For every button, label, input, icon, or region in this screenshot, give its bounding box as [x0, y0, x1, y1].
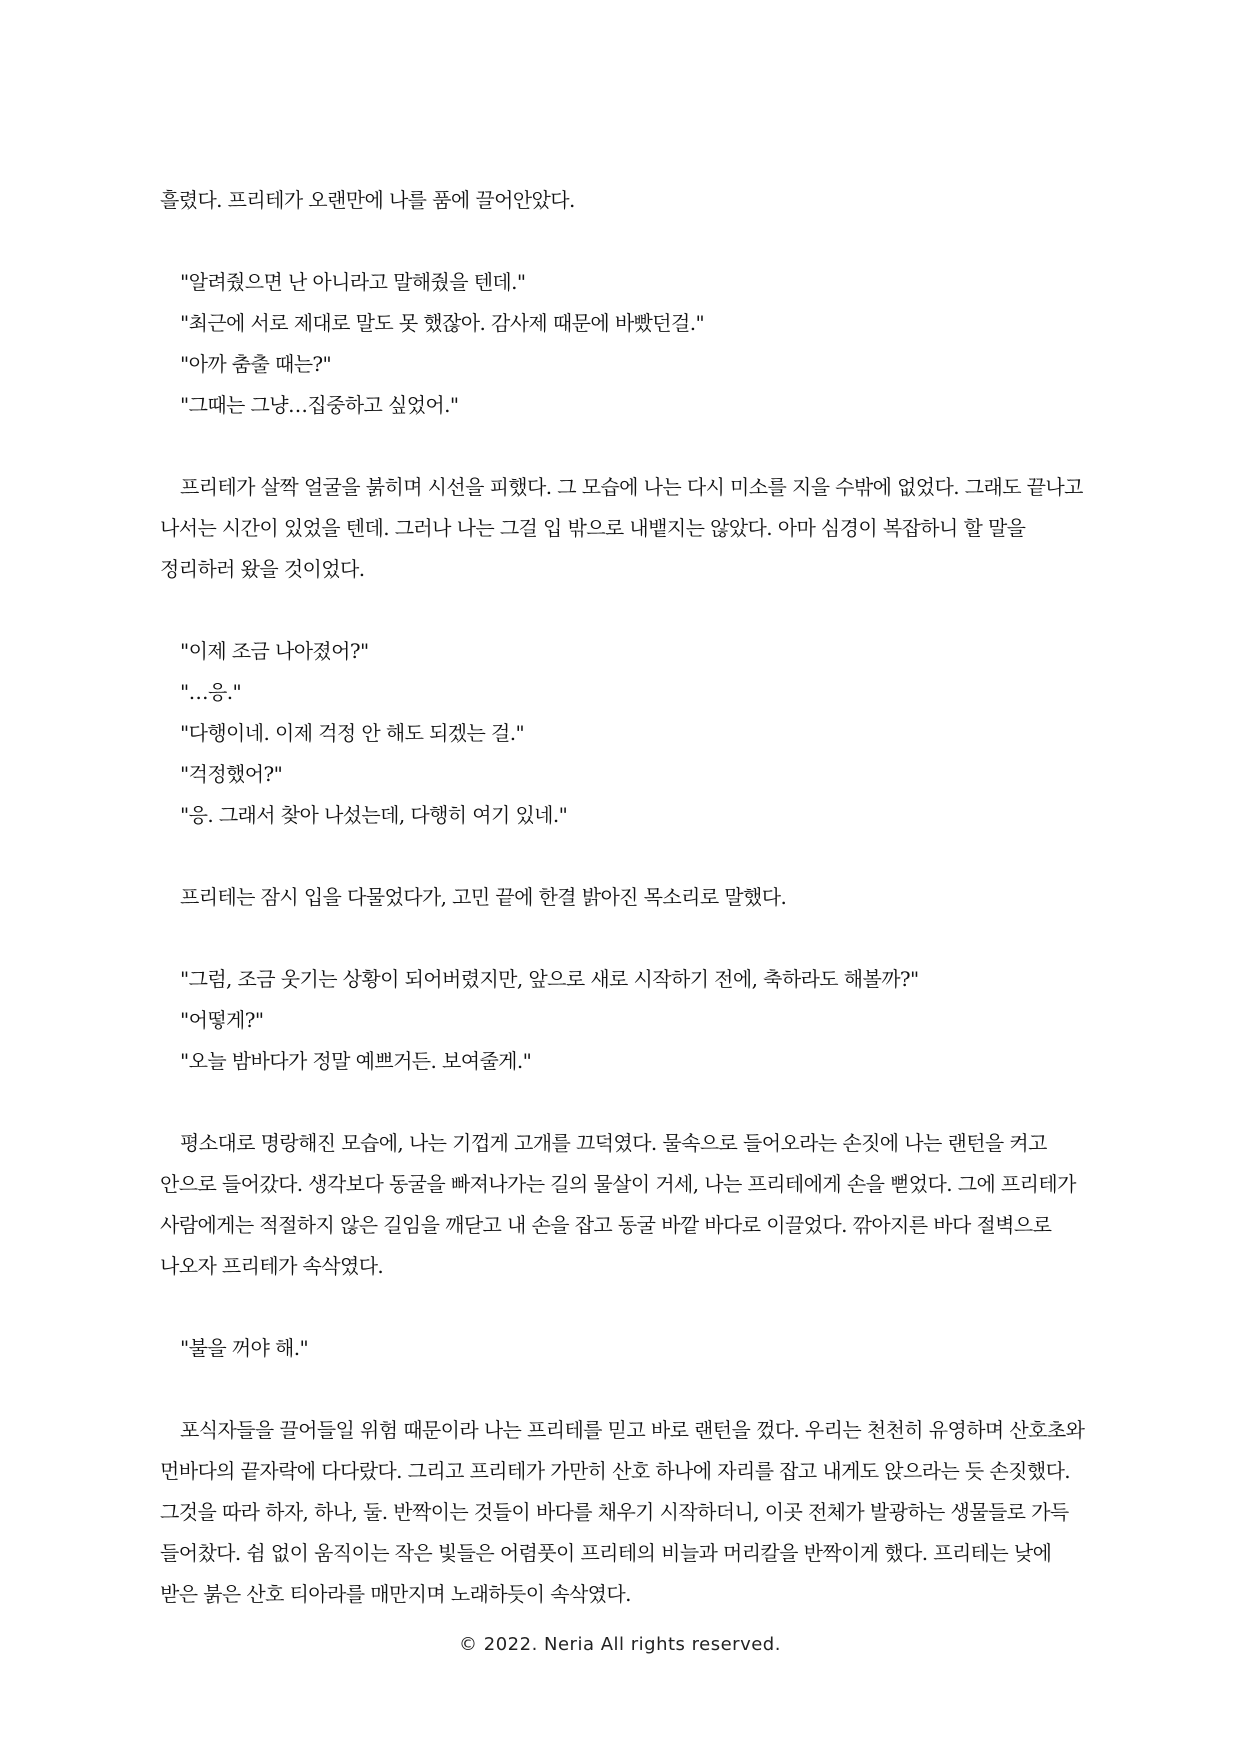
- text-line: 평소대로 명랑해진 모습에, 나는 기껍게 고개를 끄덕였다. 물속으로 들어오라는 손짓에 나는 랜턴을 켜고: [180, 1131, 1047, 1155]
- blank-line: [160, 1369, 1060, 1410]
- text-line: 정리하러 왔을 것이었다.: [160, 557, 365, 581]
- text-line: 먼바다의 끝자락에 다다랐다. 그리고 프리테가 가만히 산호 하나에 자리를 잡고 내게도 앉으라는 듯 손짓했다.: [160, 1459, 1071, 1483]
- blank-line: [160, 1287, 1060, 1328]
- text-line: "어떻게?": [180, 1008, 264, 1032]
- text-line: "그럼, 조금 웃기는 상황이 되어버렸지만, 앞으로 새로 시작하기 전에, 축하라도 해볼까?": [180, 967, 919, 991]
- text-line: 나오자 프리테가 속삭였다.: [160, 1254, 384, 1278]
- text-line: 흘렸다. 프리테가 오랜만에 나를 품에 끌어안았다.: [160, 188, 575, 212]
- text-line: "알려줬으면 난 아니라고 말해줬을 텐데.": [180, 270, 526, 294]
- text-line: "최근에 서로 제대로 말도 못 했잖아. 감사제 때문에 바빴던걸.": [180, 311, 705, 335]
- blank-line: [160, 426, 1060, 467]
- text-line: 나서는 시간이 있었을 텐데. 그러나 나는 그걸 입 밖으로 내뱉지는 않았다. 아마 심경이 복잡하니 할 말을: [160, 516, 1026, 540]
- text-line: 프리테는 잠시 입을 다물었다가, 고민 끝에 한결 밝아진 목소리로 말했다.: [180, 885, 787, 909]
- body-text: [160, 180, 1085, 1615]
- text-line: "…응.": [180, 680, 242, 704]
- blank-line: [160, 221, 1060, 262]
- text-line: "이제 조금 나아졌어?": [180, 639, 369, 663]
- blank-line: [160, 590, 1060, 631]
- blank-line: [160, 1082, 1060, 1123]
- text-line: "응. 그래서 찾아 나섰는데, 다행히 여기 있네.": [180, 803, 568, 827]
- blank-line: [160, 918, 1060, 959]
- text-line: 안으로 들어갔다. 생각보다 동굴을 빠져나가는 길의 물살이 거세, 나는 프리테에게 손을 뻗었다. 그에 프리테가: [160, 1172, 1076, 1196]
- text-line: "오늘 밤바다가 정말 예쁘거든. 보여줄게.": [180, 1049, 532, 1073]
- text-line: 그것을 따라 하자, 하나, 둘. 반짝이는 것들이 바다를 채우기 시작하더니, 이곳 전체가 발광하는 생물들로 가득: [160, 1500, 1069, 1524]
- text-line: 포식자들을 끌어들일 위험 때문이라 나는 프리테를 믿고 바로 랜턴을 껐다. 우리는 천천히 유영하며 산호초와: [180, 1418, 1085, 1442]
- copyright-footer: © 2022. Neria All rights reserved.: [459, 1634, 781, 1655]
- text-line: "불을 꺼야 해.": [180, 1336, 309, 1360]
- text-line: 받은 붉은 산호 티아라를 매만지며 노래하듯이 속삭였다.: [160, 1582, 631, 1606]
- text-line: "그때는 그냥…집중하고 싶었어.": [180, 393, 459, 417]
- blank-line: [160, 836, 1060, 877]
- text-line: 사람에게는 적절하지 않은 길임을 깨닫고 내 손을 잡고 동굴 바깥 바다로 이끌었다. 깎아지른 바다 절벽으로: [160, 1213, 1052, 1237]
- text-line: 들어찼다. 쉼 없이 움직이는 작은 빛들은 어렴풋이 프리테의 비늘과 머리칼을 반짝이게 했다. 프리테는 낮에: [160, 1541, 1052, 1565]
- text-line: "걱정했어?": [180, 762, 283, 786]
- text-line: 프리테가 살짝 얼굴을 붉히며 시선을 피했다. 그 모습에 나는 다시 미소를 지을 수밖에 없었다. 그래도 끝나고: [180, 475, 1083, 499]
- text-line: "아까 춤출 때는?": [180, 352, 332, 376]
- text-line: "다행이네. 이제 걱정 안 해도 되겠는 걸.": [180, 721, 525, 745]
